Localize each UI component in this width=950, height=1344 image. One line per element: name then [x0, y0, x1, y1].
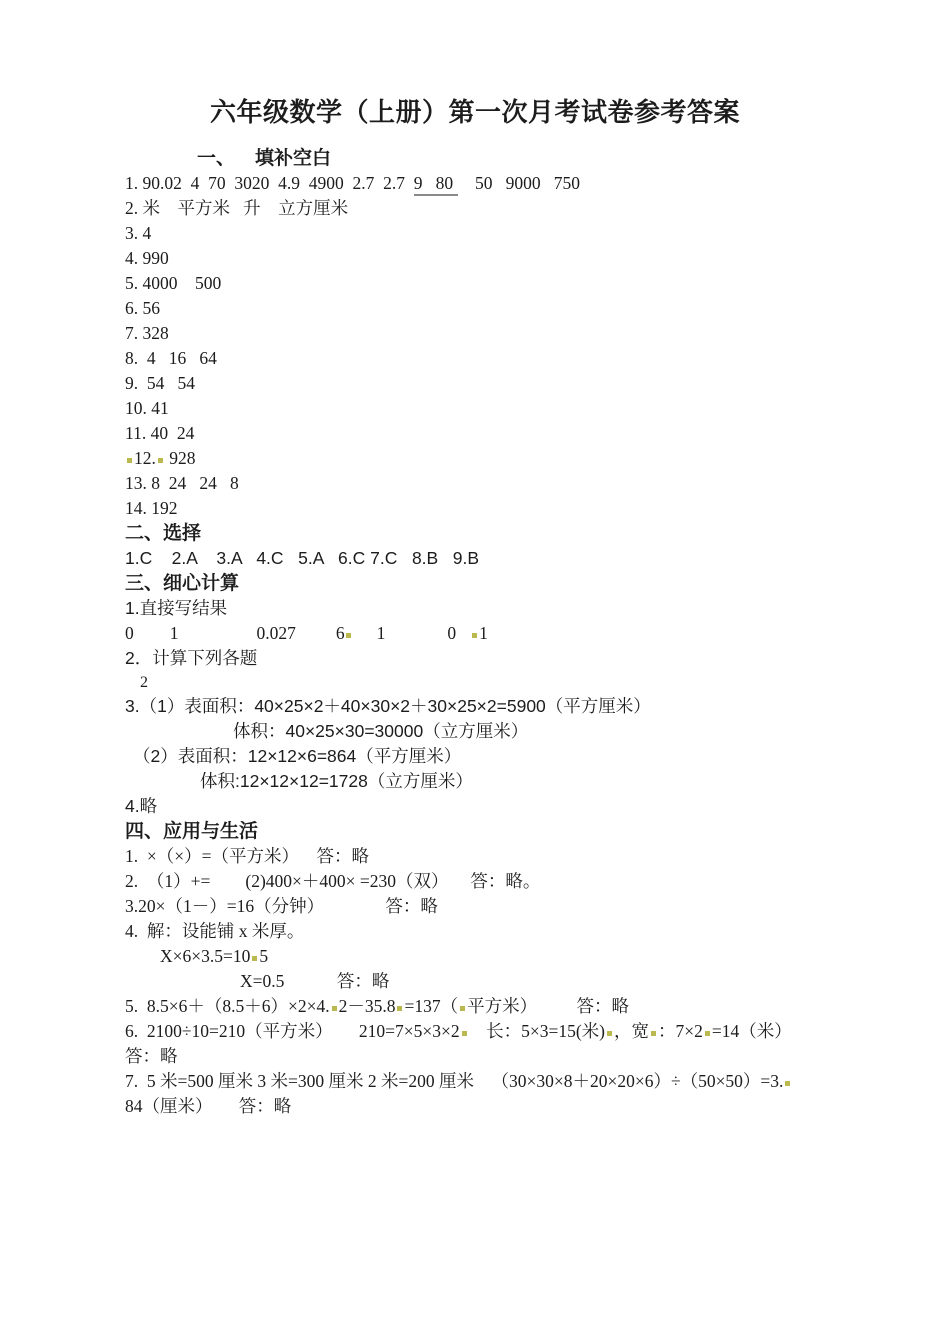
fill-answer-13: 13. 8 24 24 8 — [125, 473, 239, 493]
app-6-part-1: 6. 2100÷10=210（平方米） 210=7×5×3×2 — [125, 1021, 460, 1041]
direct-write-results-row — [125, 621, 890, 646]
artifact-dot — [346, 633, 351, 638]
page-title: 六年级数学（上册）第一次月考试卷参考答案 — [209, 98, 740, 127]
app-answer-6-reply: 答：略 — [125, 1046, 178, 1066]
app-6-part-2: 长：5×3=15(米) — [468, 1021, 605, 1041]
fill-answer-12-value: 928 — [164, 448, 196, 468]
app-answer-3: 3.20×（1－）=16（分钟） 答：略 — [125, 896, 438, 916]
fill-answer-3: 3. 4 — [125, 223, 152, 243]
fill-answer-6: 6. 56 — [125, 298, 160, 318]
fill-answer-2: 2. 米 平方米 升 立方厘米 — [125, 198, 349, 218]
section-2-heading: 二、选择 — [125, 523, 202, 544]
artifact-dot — [252, 956, 257, 961]
fill-answer-12 — [125, 446, 890, 471]
app-6-part-3: ，宽 — [613, 1021, 649, 1041]
app-answer-2: 2. （1）+= (2)400×＋400× =230（双） 答：略。 — [125, 871, 541, 891]
app-5-part-3: =137（ — [404, 996, 459, 1016]
calc-3-1-surface-area: 3.（1）表面积：40×25×2＋40×30×2＋30×25×2=5900（平方厘米） — [125, 696, 651, 716]
app-7-part-1: 7. 5 米=500 厘米 3 米=300 厘米 2 米=200 厘米 （30×30×8＋20×20×6）÷（50×50）=3. — [125, 1071, 784, 1091]
artifact-dot — [397, 1006, 402, 1011]
calc-fragment-2: 2 — [140, 674, 148, 691]
fill-answer-5: 5. 4000 500 — [125, 273, 222, 293]
section-3-heading: 三、细心计算 — [125, 573, 240, 594]
app-5-part-2: 2－35.8 — [338, 996, 396, 1016]
fill-answer-9: 9. 54 54 — [125, 373, 195, 393]
artifact-dot — [462, 1031, 467, 1036]
fill-answer-1-underlined: 9 80 — [414, 173, 458, 196]
fill-answer-7: 7. 328 — [125, 323, 169, 343]
calc-3-2-volume: 体积:12×12×12=1728（立方厘米） — [200, 771, 473, 791]
app-5-part-4: 平方米） 答：略 — [467, 996, 629, 1016]
artifact-dot — [785, 1081, 790, 1086]
fill-answer-14: 14. 192 — [125, 498, 178, 518]
fill-answer-1-suffix: 50 9000 750 — [457, 173, 580, 193]
section-1-heading: 一、 填补空白 — [197, 148, 332, 169]
calc-subheading-2: 2．计算下列各题 — [125, 648, 258, 668]
result-1: 0 — [125, 623, 134, 643]
result-5: 1 — [376, 623, 386, 643]
artifact-dot — [158, 458, 163, 463]
artifact-dot — [607, 1031, 612, 1036]
artifact-dot — [332, 1006, 337, 1011]
equation-left: X×6×3.5=10 — [160, 946, 251, 966]
calc-3-1-volume: 体积：40×25×30=30000（立方厘米） — [233, 721, 529, 741]
equation-right: 5 — [259, 946, 269, 966]
app-6-part-5: =14（米） — [711, 1021, 792, 1041]
app-answer-4-solution: X=0.5 答：略 — [240, 971, 390, 991]
calc-subheading-1: 1.直接写结果 — [125, 598, 228, 618]
fill-answer-1 — [125, 171, 890, 196]
fill-answer-4: 4. 990 — [125, 248, 169, 268]
app-answer-4-setup: 4. 解：设能铺 x 米厚。 — [125, 921, 305, 941]
app-answer-6 — [125, 1019, 890, 1044]
app-answer-1: 1. ×（×）=（平方米） 答：略 — [125, 846, 369, 866]
app-answer-7-line-1 — [125, 1069, 890, 1094]
artifact-dot — [460, 1006, 465, 1011]
result-2: 1 — [169, 623, 179, 643]
section-4-heading: 四、应用与生活 — [125, 821, 259, 842]
calc-3-2-surface-area: （2）表面积：12×12×6=864（平方厘米） — [133, 746, 462, 766]
app-answer-5 — [125, 994, 890, 1019]
result-4: 6 — [335, 623, 345, 643]
artifact-dot — [472, 633, 477, 638]
app-answer-4-equation — [125, 944, 890, 969]
result-3: 0.027 — [256, 623, 296, 643]
fill-answer-1-prefix: 1. 90.02 4 70 3020 4.9 4900 2.7 2.7 — [125, 173, 414, 193]
calc-4-omitted: 4.略 — [125, 796, 158, 816]
fill-answer-12-number: 12. — [134, 448, 156, 468]
artifact-dot — [651, 1031, 656, 1036]
choice-answers: 1.C 2.A 3.A 4.C 5.A 6.C 7.C 8.B 9.B — [125, 548, 480, 568]
fill-answer-11: 11. 40 24 — [125, 423, 195, 443]
artifact-dot — [127, 458, 132, 463]
result-7: 1 — [479, 623, 488, 643]
app-answer-7-line-2: 84（厘米） 答：略 — [125, 1096, 292, 1116]
app-6-part-4: ：7×2 — [657, 1021, 703, 1041]
app-5-part-1: 5. 8.5×6＋（8.5＋6）×2×4. — [125, 996, 330, 1016]
artifact-dot — [705, 1031, 710, 1036]
result-6: 0 — [447, 623, 457, 643]
fill-answer-10: 10. 41 — [125, 398, 169, 418]
fill-answer-8: 8. 4 16 64 — [125, 348, 217, 368]
